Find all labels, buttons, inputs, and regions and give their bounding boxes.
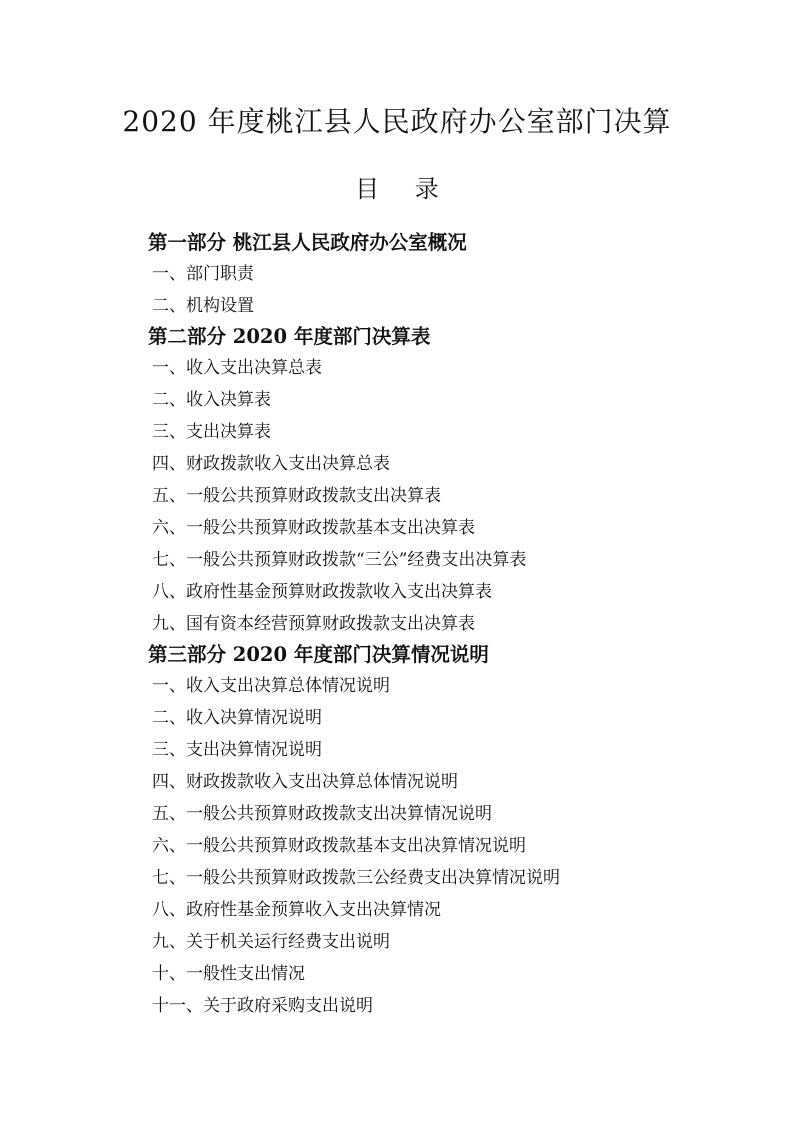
toc-item[interactable]: 十、一般性支出情况 <box>152 964 305 984</box>
toc-item[interactable]: 三、支出决算情况说明 <box>152 740 322 760</box>
toc-item[interactable]: 六、一般公共预算财政拨款基本支出决算表 <box>152 518 475 538</box>
toc-item[interactable]: 十一、关于政府采购支出说明 <box>152 996 373 1016</box>
toc-item[interactable]: 二、收入决算表 <box>152 390 271 410</box>
toc-item[interactable]: 九、国有资本经营预算财政拨款支出决算表 <box>152 614 475 634</box>
toc-heading: 目 录 <box>355 175 453 203</box>
toc-item[interactable]: 八、政府性基金预算财政拨款收入支出决算表 <box>152 582 492 602</box>
toc-item[interactable]: 一、部门职责 <box>152 264 254 284</box>
toc-part-3-title[interactable]: 第三部分 2020 年度部门决算情况说明 <box>148 643 489 666</box>
toc-item[interactable]: 二、收入决算情况说明 <box>152 708 322 728</box>
toc-item[interactable]: 四、财政拨款收入支出决算总体情况说明 <box>152 772 458 792</box>
toc-item[interactable]: 一、收入支出决算总体情况说明 <box>152 676 390 696</box>
toc-item[interactable]: 二、机构设置 <box>152 296 254 316</box>
toc-item[interactable]: 七、一般公共预算财政拨款三公经费支出决算情况说明 <box>152 868 560 888</box>
toc-item[interactable]: 八、政府性基金预算收入支出决算情况 <box>152 900 441 920</box>
toc-item[interactable]: 四、财政拨款收入支出决算总表 <box>152 454 390 474</box>
document-title: 2020 年度桃江县人民政府办公室部门决算 <box>122 105 672 138</box>
toc-part-1-title[interactable]: 第一部分 桃江县人民政府办公室概况 <box>148 231 467 254</box>
toc-part-2-title[interactable]: 第二部分 2020 年度部门决算表 <box>148 325 431 348</box>
toc-item[interactable]: 九、关于机关运行经费支出说明 <box>152 932 390 952</box>
toc-item[interactable]: 七、一般公共预算财政拨款“三公”经费支出决算表 <box>152 550 527 570</box>
table-of-contents <box>148 228 748 1022</box>
toc-item[interactable]: 五、一般公共预算财政拨款支出决算情况说明 <box>152 804 492 824</box>
toc-item[interactable]: 六、一般公共预算财政拨款基本支出决算情况说明 <box>152 836 526 856</box>
toc-item[interactable]: 三、支出决算表 <box>152 422 271 442</box>
toc-item[interactable]: 五、一般公共预算财政拨款支出决算表 <box>152 486 441 506</box>
toc-item[interactable]: 一、收入支出决算总表 <box>152 358 322 378</box>
